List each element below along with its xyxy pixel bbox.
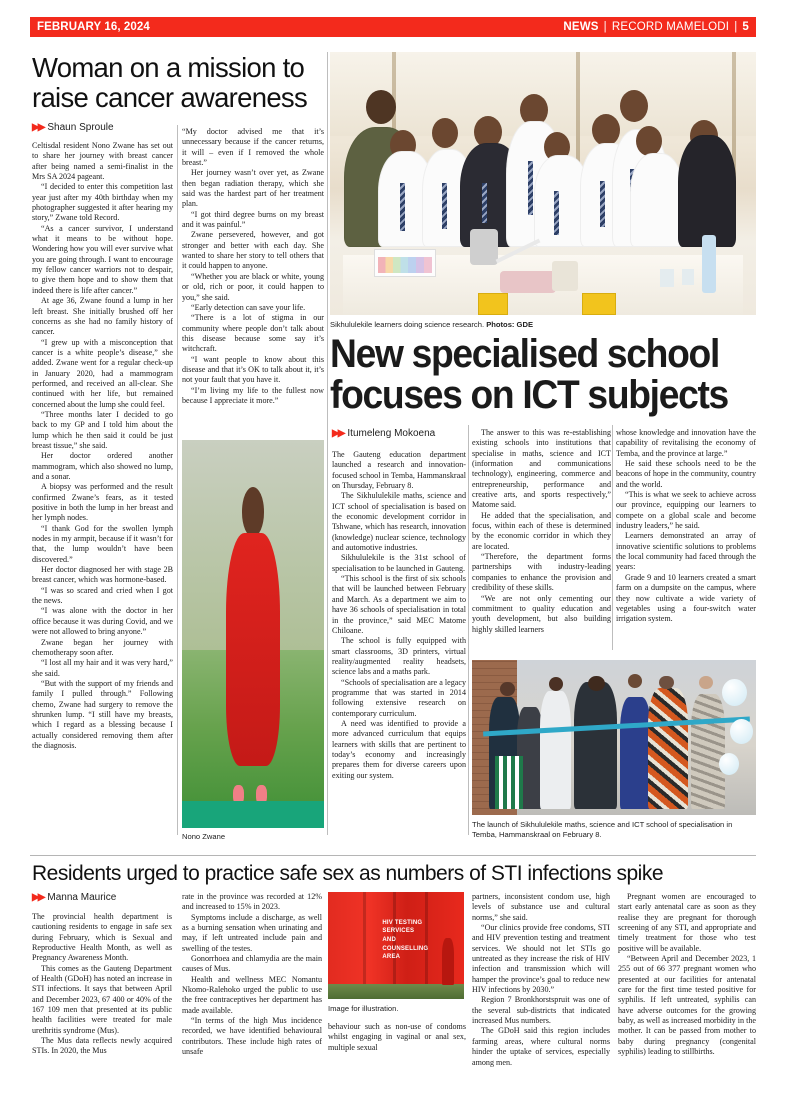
paragraph: “I was so scared and cried when I got the news. xyxy=(32,585,173,606)
masthead-date: FEBRUARY 16, 2024 xyxy=(37,21,150,33)
paragraph: Zwane began her journey with chemotherapy soon after. xyxy=(32,637,173,657)
caption-text: Sikhululekile learners doing science research. xyxy=(330,320,487,329)
paragraph: The school is fully equipped with smart classrooms, 3D printers, virtual reality/augmented reality headsets, science labs and a maths park. xyxy=(332,636,466,677)
paragraph: rate in the province was recorded at 12% and increased to 15% in 2023. xyxy=(182,892,322,912)
paragraph: Learners demonstrated an array of innovative scientific solutions to problems the local community had faced through the years: xyxy=(616,531,756,572)
article1-byline xyxy=(32,122,177,133)
paragraph: “This is what we seek to achieve across our province, equipping our learners to compete on a global scale and become industry leaders,” he said. xyxy=(616,490,756,531)
ribbon-cutting-photo xyxy=(472,660,756,815)
paragraph: The Gauteng education department launched a research and innovation-focused school in Temba, Hammanskraal on Thursday, February 8. xyxy=(332,450,466,491)
column-divider xyxy=(468,425,469,835)
article2-byline xyxy=(332,428,472,439)
masthead-section: NEWS xyxy=(563,21,599,33)
chevron-double-right-icon: ▶▶ xyxy=(32,892,44,903)
paragraph: Region 7 Bronkhorstspruit was one of the several sub-districts that indicated increased Mus numbers. xyxy=(472,995,610,1026)
paragraph: “In terms of the high Mus incidence recorded, we have identified behavioural contributors. These include high rates of unsafe xyxy=(182,1016,322,1057)
column-divider xyxy=(327,52,328,835)
section-divider xyxy=(30,855,756,856)
paragraph: whose knowledge and innovation have the capability of revitalising the economy of Temba, and the province at large.” xyxy=(616,428,756,458)
science-learners-photo-caption xyxy=(330,320,756,330)
article2-column-2 xyxy=(472,428,611,658)
nono-zwane-photo xyxy=(182,440,324,828)
paragraph: “I want people to know about this disease and that it’s OK to talk about it, it’s not your fault that you have it. xyxy=(182,354,324,385)
paragraph: He added that the specialisation, and focus, within each of these is determined by the economic corridor in which they are located. xyxy=(472,510,611,551)
paragraph: The Sikhululekile maths, science and ICT school of specialisation is based on the economic development corridor in Tshwane, which has research, innovation (knowledge) nuclear science, technology and automotive industries. xyxy=(332,491,466,553)
paragraph: behaviour such as non-use of condoms whilst engaging in vaginal or anal sex, multiple sexual xyxy=(328,1022,466,1052)
paragraph: “Whether you are black or white, young or old, rich or poor, it could happen to you,” she said. xyxy=(182,271,324,302)
paragraph: “Our clinics provide free condoms, STI and HIV prevention testing and treatment services. We should not let STIs go untreated as they increase the risk of HIV infection and transmission which will hamper the province’s goal to reduce new HIV infections by 2030.” xyxy=(472,923,610,995)
paragraph: This comes as the Gauteng Department of Health (GDoH) has noted an increase in STI infections. It says that between April and December 2023, 67 400 or 40% of the 167 109 men that presented at its public health facilities were treated for male urethritis syndrome (Mus). xyxy=(32,963,172,1035)
photo-text-line-3: AND xyxy=(382,936,396,943)
paragraph: A biopsy was performed and the result confirmed Zwane’s fears, as it tested positive in both the lump in her breast and her lymph nodes. xyxy=(32,482,173,523)
article2-byline-name: Itumeleng Mokoena xyxy=(347,428,436,439)
paragraph: “I lost all my hair and it was very hard,” she said. xyxy=(32,658,173,678)
illustration-photo xyxy=(328,892,464,999)
chevron-double-right-icon: ▶▶ xyxy=(332,428,344,439)
article2-headline: New specialised school focuses on ICT subjects xyxy=(330,332,728,417)
photo-text-line-1: HIV TESTING xyxy=(382,919,423,926)
masthead-bar xyxy=(30,17,756,37)
paragraph: “As a cancer survivor, I understand what it means to be without hope. Wondering how you will ever survive what you are going through. I want to encourage my fellow cancer warriors not to despair, to give them hope and to show them that indeed there is life after cancer.” xyxy=(32,223,173,295)
article3-byline-name: Manna Maurice xyxy=(47,892,117,903)
paragraph: “I decided to enter this competition last year just after my 40th birthday when my photographer suggested it after hearing my story,” Zwane told Record. xyxy=(32,182,173,223)
masthead-page-number: 5 xyxy=(742,21,749,33)
paragraph: A need was identified to provide a more advanced curriculum that equips learners with skills that are pertinent to today’s economy and increasingly prepares them for diverse careers upon exiting our system. xyxy=(332,718,466,780)
paragraph: “Between April and December 2023, 1 255 out of 66 377 pregnant women who presented at our facilities for antenatal care for the first time tested positive for syphilis. If left untreated, syphilis can have adverse outcomes for the growing baby, as well as increased morbidity in the mother. It can be passed from mother to baby during pregnancy (congenital syphilis) leading to stillbirths. xyxy=(618,954,756,1057)
paragraph: “Therefore, the department forms partnerships with industry-leading companies to enhance the provision and credibility of these skills. xyxy=(472,552,611,593)
article1-byline-name: Shaun Sproule xyxy=(47,122,114,133)
article2-column-1 xyxy=(332,450,466,845)
paragraph: “Early detection can save your life. xyxy=(191,302,306,312)
article3-column-1 xyxy=(32,912,172,1107)
article2-column-3 xyxy=(616,428,756,653)
caption-credit: Photos: GDE xyxy=(486,320,534,329)
masthead-separator-1: | xyxy=(603,21,607,33)
paragraph: The Mus data reflects newly acquired STIs. In 2020, the Mus xyxy=(32,1036,172,1056)
article3-headline: Residents urged to practice safe sex as numbers of STI infections spike xyxy=(32,862,663,885)
paragraph: “I was alone with the doctor in her office because it was during Covid, and we were not allowed to bring anyone.” xyxy=(32,606,173,637)
paragraph: “Schools of specialisation are a legacy programme that was started in 2014 following extensive research on contemporary curriculum. xyxy=(332,677,466,718)
paragraph: “My doctor advised me that it’s unnecessary because if the cancer returns, it will – even if I removed the whole breast.” xyxy=(182,127,324,168)
article3-column-3 xyxy=(328,1022,466,1102)
article3-column-4 xyxy=(472,892,610,1107)
science-learners-photo xyxy=(330,52,756,315)
paragraph: Symptoms include a discharge, as well as a burning sensation when urinating and may, if left untreated include pain and swelling of the testes. xyxy=(182,912,322,953)
paragraph: “But with the support of my friends and family I pulled through.” Following chemo, Zwane had surgery to remove the shrunken lump. “I still have my breasts, which I regard as a blessing because I actually considered removing them after the diagnosis. xyxy=(32,678,173,750)
paragraph: At age 36, Zwane found a lump in her left breast. She initially brushed off her concerns as she had no family history of cancer. xyxy=(32,296,173,337)
paragraph: Zwane persevered, however, and got stronger and better with each day. She wanted to share her story to tell others that it could happen to anyone. xyxy=(182,230,324,271)
paragraph: Her doctor ordered another mammogram, which also showed no lump, and a sonar. xyxy=(32,451,173,481)
photo-text-line-4: COUNSELLING xyxy=(382,945,429,952)
paragraph: “Three months later I decided to go back to my GP and I told him about the lump which he then said it could be just breast tissue,” she said. xyxy=(32,409,173,450)
paragraph: Pregnant women are encouraged to start early antenatal care as soon as they realise they are pregnant for thorough screening of any STI, and appropriate and timely treatment for those who test positive will be available. xyxy=(618,892,756,953)
paragraph: The answer to this was re-establishing existing schools into institutions that specialise in maths, science and ICT (information and communications technology), engineering, commerce and entrepreneurship, performance and creative arts, and sports respectively,” Matome said. xyxy=(472,428,611,510)
paragraph: Her doctor diagnosed her with stage 2B breast cancer, which was hormone-based. xyxy=(32,565,173,585)
photo-text-line-5: AREA xyxy=(382,954,401,961)
photo-text-line-2: SERVICES xyxy=(382,928,415,935)
paragraph: The GDoH said this region includes farming areas, where cultural norms hinder the uptake of services, especially among men. xyxy=(472,1026,610,1067)
paragraph: “I thank God for the swollen lymph nodes in my armpit, because if it wasn’t for that, the lump wouldn’t have been discovered.” xyxy=(32,523,173,564)
paragraph: Health and wellness MEC Nomantu Nkomo-Ralehoko urged the public to use the free contraceptives her department has made available. xyxy=(182,974,322,1015)
paragraph: “I grew up with a misconception that cancer is a white people’s disease,” she added. Zwane went for a regular check-up in January 2020, had a mammogram performed, and received an all-clear. She continued with her life, but remained concerned about the lump she could feel. xyxy=(32,337,173,409)
paragraph: Her journey wasn’t over yet, as Zwane then began radiation therapy, which she said was the hardest part of her treatment plan. xyxy=(182,168,324,209)
paragraph: “This school is the first of six schools that will be launched between February and March. As a department we aim to have 36 schools of specialisation in total in the province,” said MEC Matome Chiloane. xyxy=(332,574,466,635)
column-divider xyxy=(612,425,613,650)
article3-column-5 xyxy=(618,892,756,1107)
article3-byline xyxy=(32,892,172,903)
paragraph: Sikhululekile is the 31st school of specialisation to be launched in Gauteng. xyxy=(332,553,466,573)
article3-column-2 xyxy=(182,892,322,1107)
paragraph: Celtisdal resident Nono Zwane has set out to share her journey with breast cancer after being named a semi-finalist in the Mrs SA 2024 pageant. xyxy=(32,141,173,182)
masthead-right xyxy=(563,21,749,33)
paragraph: “I’m living my life to the fullest now because I appreciate it more.” xyxy=(182,385,324,405)
illustration-photo-caption: Image for illustration. xyxy=(328,1004,399,1013)
paragraph: Grade 9 and 10 learners created a smart farm on a dumpsite on the campus, where they now cultivate a wide variety of vegetables using a four-switch water irrigation system. xyxy=(616,572,756,624)
paragraph: Gonorrhoea and chlamydia are the main causes of Mus. xyxy=(182,954,322,974)
paragraph: “We are not only cementing our commitment to quality education and youth development, but also building highly skilled learners xyxy=(472,593,611,634)
masthead-publication: RECORD MAMELODI xyxy=(611,21,730,33)
article1-column-1 xyxy=(32,141,173,851)
paragraph: “I got third degree burns on my breast and it was painful.” xyxy=(182,209,324,230)
masthead-separator-2: | xyxy=(734,21,738,33)
nono-zwane-photo-caption: Nono Zwane xyxy=(182,832,226,841)
paragraph: He said these schools need to be the beacons of hope in the community, country and the world. xyxy=(616,459,756,489)
column-divider xyxy=(177,125,178,835)
paragraph: The provincial health department is cautioning residents to engage in safe sex during February, which is Sexual and Reproductive Health Month, as well as Pregnancy Awareness Month. xyxy=(32,912,172,963)
ribbon-cutting-photo-caption: The launch of Sikhululekile maths, science and ICT school of specialisation in Temba, Hammanskraal on February 8. xyxy=(472,820,733,839)
article1-headline: Woman on a mission to raise cancer awareness xyxy=(32,52,308,113)
paragraph: “There is a lot of stigma in our community where people don’t talk about this disease because some say it’s witchcraft. xyxy=(182,313,324,354)
paragraph: partners, inconsistent condom use, high levels of substance use and cultural norms,” she said. xyxy=(472,892,610,922)
chevron-double-right-icon: ▶▶ xyxy=(32,122,44,133)
article1-column-2 xyxy=(182,127,324,427)
